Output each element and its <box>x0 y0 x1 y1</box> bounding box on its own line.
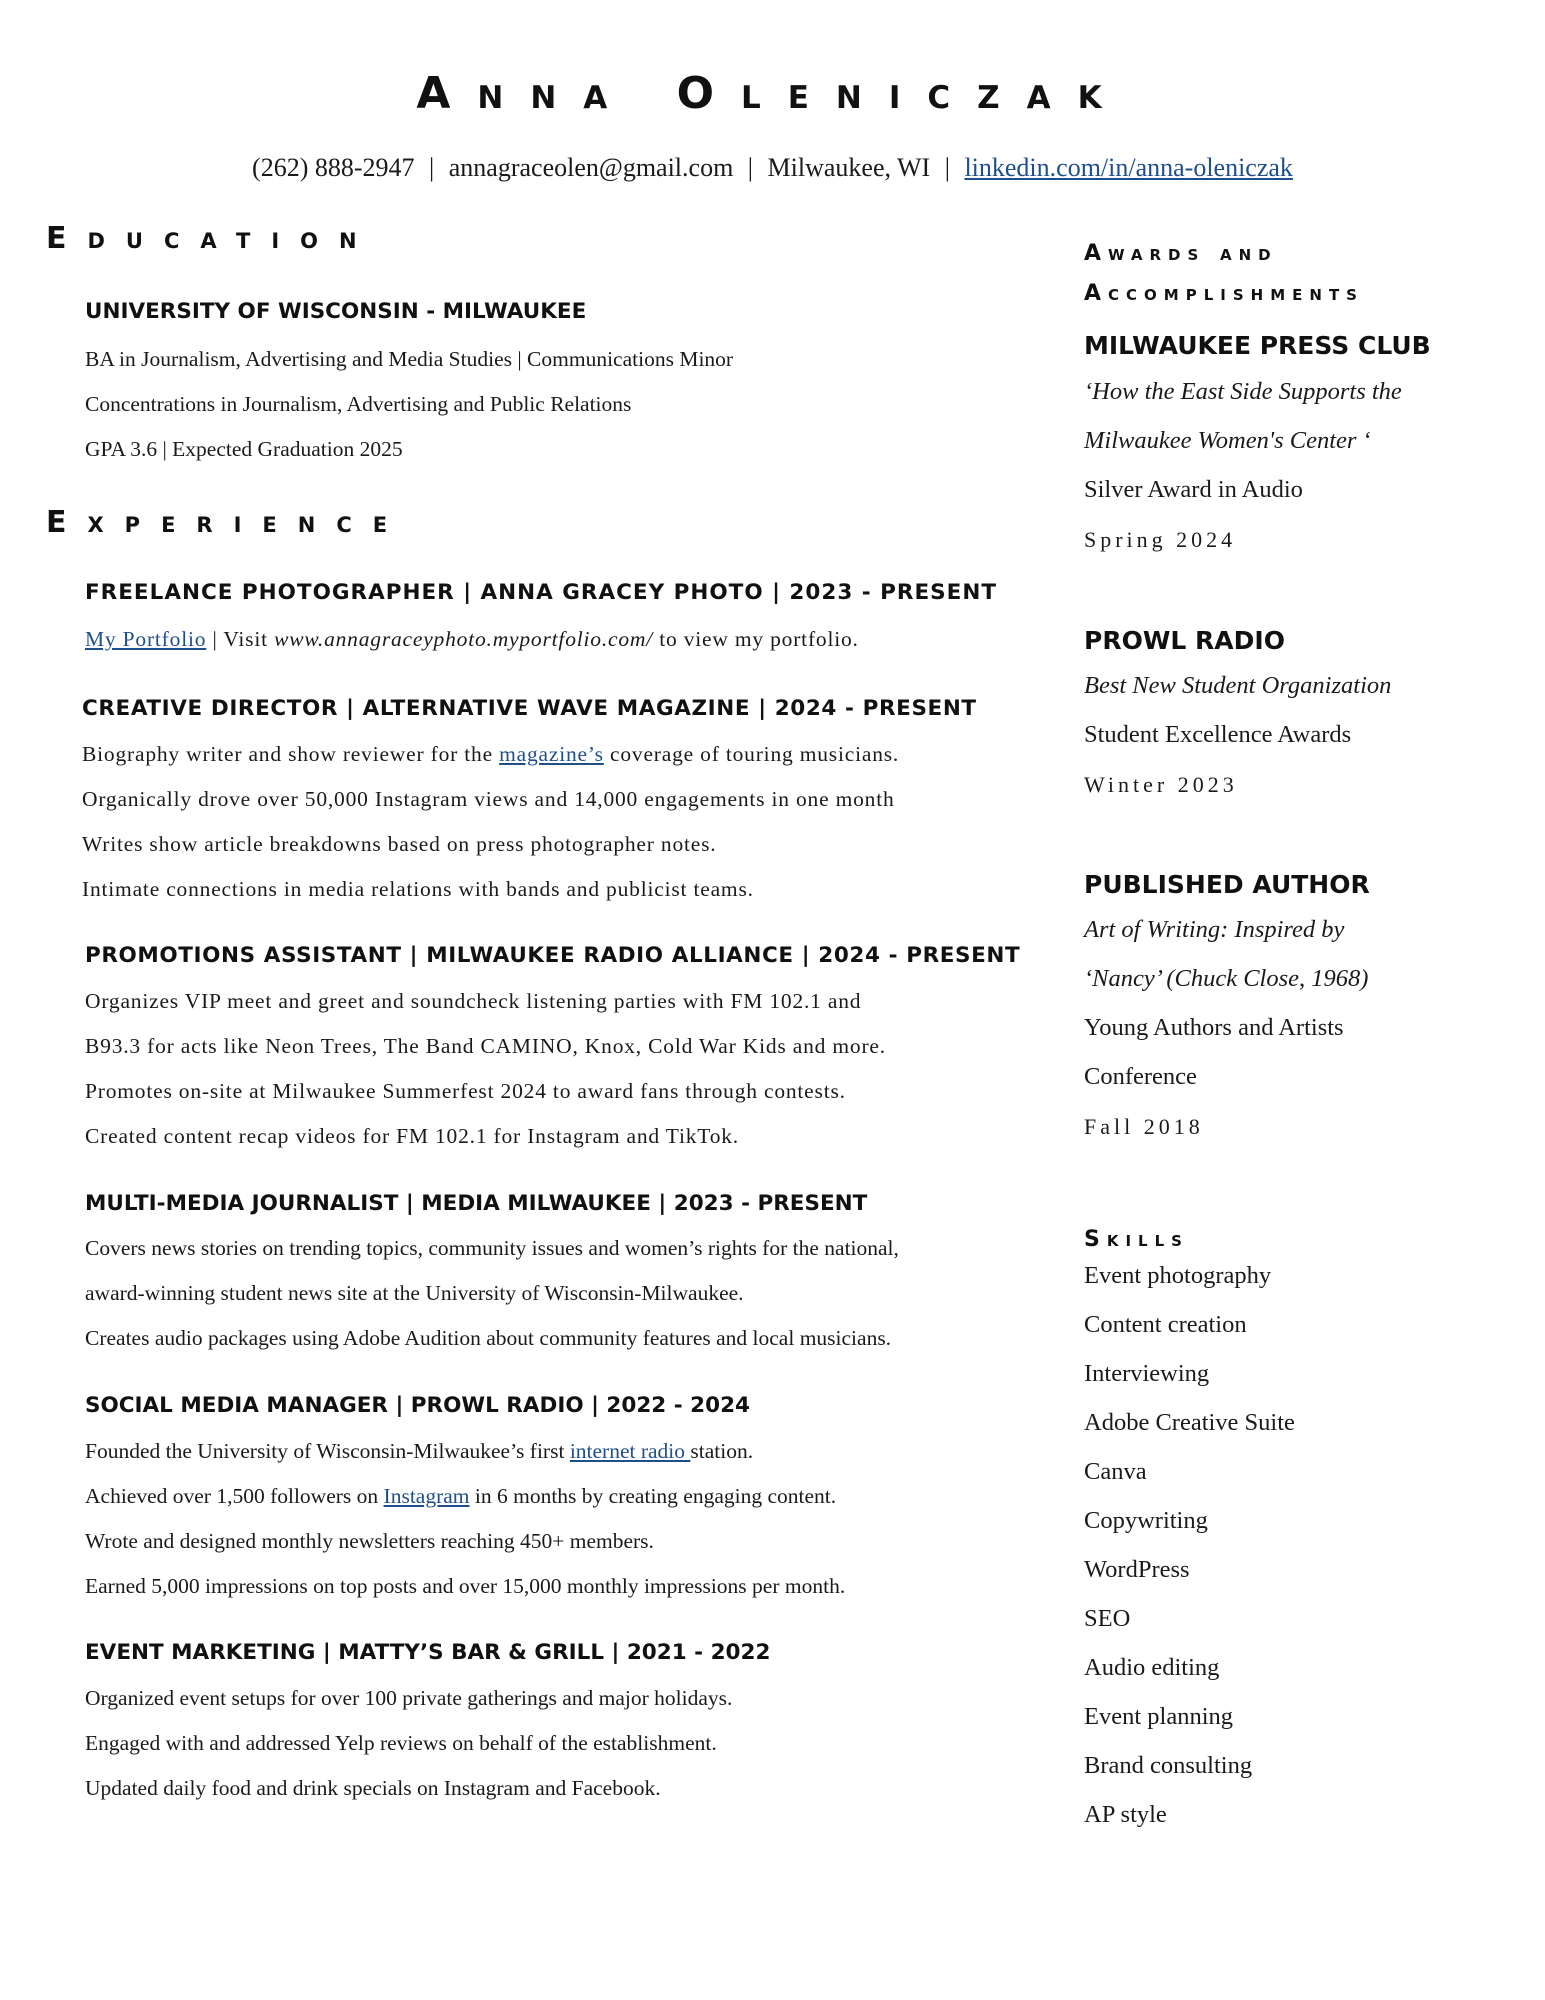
award-name: Student Excellence Awards <box>1084 721 1352 748</box>
skill-item: Interviewing <box>1084 1360 1210 1387</box>
degree-line: BA in Journalism, Advertising and Media Studies | Communications Minor <box>85 347 734 371</box>
skill-item: SEO <box>1084 1605 1131 1632</box>
job-line: Created content recap videos for FM 102.1 for Instagram and TikTok. <box>85 1124 739 1148</box>
job-line <box>85 1439 753 1464</box>
skill-item: Brand consulting <box>1084 1752 1253 1779</box>
resume-name: Anna Oleniczak <box>416 68 1129 119</box>
job-line <box>85 1484 836 1509</box>
contact-separator: | <box>747 153 754 182</box>
award-date: Spring 2024 <box>1084 527 1237 552</box>
award-name: Conference <box>1084 1063 1197 1090</box>
job-line-text: in 6 months by creating engaging content. <box>469 1484 837 1508</box>
skill-item: Audio editing <box>1084 1654 1220 1681</box>
skill-item: Adobe Creative Suite <box>1084 1409 1295 1436</box>
job-line-text: coverage of touring musicians. <box>603 742 900 766</box>
job-line-text: Achieved over 1,500 followers on <box>85 1484 384 1508</box>
award-date: Fall 2018 <box>1084 1114 1204 1139</box>
skill-item: Event planning <box>1084 1703 1234 1730</box>
award-org: PUBLISHED AUTHOR <box>1084 870 1370 899</box>
job-title: FREELANCE PHOTOGRAPHER | ANNA GRACEY PHOTO | 2023 - PRESENT <box>85 580 997 605</box>
job-line: Wrote and designed monthly newsletters reaching 450+ members. <box>85 1529 654 1553</box>
job-title: PROMOTIONS ASSISTANT | MILWAUKEE RADIO ALLIANCE | 2024 - PRESENT <box>85 943 1021 968</box>
job-title: MULTI-MEDIA JOURNALIST | MEDIA MILWAUKEE | 2023 - PRESENT <box>85 1191 868 1216</box>
contact-separator: | <box>429 153 435 182</box>
job-title: SOCIAL MEDIA MANAGER | PROWL RADIO | 2022 - 2024 <box>85 1393 750 1418</box>
job-line: Writes show article breakdowns based on press photographer notes. <box>82 832 717 856</box>
award-title: Art of Writing: Inspired by <box>1084 916 1345 943</box>
contact-separator: | <box>944 153 950 182</box>
job-line <box>82 742 899 767</box>
job-line-text: station. <box>690 1439 754 1463</box>
job-title: CREATIVE DIRECTOR | ALTERNATIVE WAVE MAGAZINE | 2024 - PRESENT <box>82 696 977 721</box>
job-line: Promotes on-site at Milwaukee Summerfest 2024 to award fans through contests. <box>85 1079 846 1103</box>
internet-radio-link[interactable]: internet radio <box>569 1439 691 1463</box>
email[interactable]: annagraceolen@gmail.com <box>448 153 734 182</box>
award-org: MILWAUKEE PRESS CLUB <box>1084 331 1431 360</box>
portfolio-link[interactable]: My Portfolio <box>85 627 207 651</box>
award-date: Winter 2023 <box>1084 772 1238 797</box>
job-line: Organizes VIP meet and greet and soundcheck listening parties with FM 102.1 and <box>85 989 862 1013</box>
contact-line <box>0 153 1545 183</box>
job-line: Earned 5,000 impressions on top posts and over 15,000 monthly impressions per month. <box>85 1574 846 1598</box>
job-line: award-winning student news site at the University of Wisconsin-Milwaukee. <box>85 1281 744 1305</box>
awards-heading: Awards and Accomplishments <box>1084 241 1364 306</box>
job-line: B93.3 for acts like Neon Trees, The Band CAMINO, Knox, Cold War Kids and more. <box>85 1034 886 1058</box>
school-name: UNIVERSITY OF WISCONSIN - MILWAUKEE <box>85 299 587 324</box>
skill-item: Event photography <box>1084 1262 1272 1289</box>
award-title: Milwaukee Women's Center ‘ <box>1084 427 1371 454</box>
job-line: Creates audio packages using Adobe Audition about community features and local musicians. <box>85 1326 892 1350</box>
job-line: Engaged with and addressed Yelp reviews on behalf of the establishment. <box>85 1731 717 1755</box>
award-title: ‘Nancy’ (Chuck Close, 1968) <box>1084 965 1369 992</box>
skill-item: Canva <box>1084 1458 1147 1485</box>
skill-item: Copywriting <box>1084 1507 1208 1534</box>
job-line: Updated daily food and drink specials on Instagram and Facebook. <box>85 1776 661 1800</box>
phone: (262) 888-2947 <box>252 153 415 182</box>
skill-item: AP style <box>1084 1801 1167 1828</box>
award-org: PROWL RADIO <box>1084 626 1285 655</box>
skills-heading: Skills <box>1084 1227 1189 1252</box>
job-line: Intimate connections in media relations with bands and publicist teams. <box>82 877 754 901</box>
instagram-link[interactable]: Instagram <box>383 1484 470 1508</box>
award-title: Best New Student Organization <box>1084 672 1392 699</box>
award-name: Young Authors and Artists <box>1084 1014 1344 1041</box>
linkedin-link[interactable]: linkedin.com/in/anna-oleniczak <box>964 153 1293 182</box>
magazine-link[interactable]: magazine’s <box>499 742 604 766</box>
concentration-line: Concentrations in Journalism, Advertising and Public Relations <box>85 392 632 416</box>
job-line-text: Founded the University of Wisconsin-Milwaukee’s first <box>85 1439 570 1463</box>
portfolio-url: www.annagraceyphoto.myportfolio.com/ <box>274 627 654 651</box>
location: Milwaukee, WI <box>767 153 931 182</box>
award-name: Silver Award in Audio <box>1084 476 1303 503</box>
portfolio-post: to view my portfolio. <box>653 627 859 651</box>
gpa-line: GPA 3.6 | Expected Graduation 2025 <box>85 437 403 461</box>
education-heading: Education <box>46 221 378 256</box>
job-title: EVENT MARKETING | MATTY’S BAR & GRILL | 2021 - 2022 <box>85 1640 771 1665</box>
portfolio-pre: | Visit <box>206 627 275 651</box>
job-line-text: Biography writer and show reviewer for the <box>82 742 500 766</box>
award-title: ‘How the East Side Supports the <box>1084 378 1402 405</box>
job-line: Organically drove over 50,000 Instagram views and 14,000 engagements in one month <box>82 787 895 811</box>
experience-heading: Experience <box>46 505 409 540</box>
skill-item: WordPress <box>1084 1556 1190 1583</box>
skill-item: Content creation <box>1084 1311 1247 1338</box>
job-line: Organized event setups for over 100 private gatherings and major holidays. <box>85 1686 733 1710</box>
job-line: Covers news stories on trending topics, community issues and women’s rights for the national, <box>85 1236 899 1260</box>
portfolio-line <box>85 627 859 652</box>
